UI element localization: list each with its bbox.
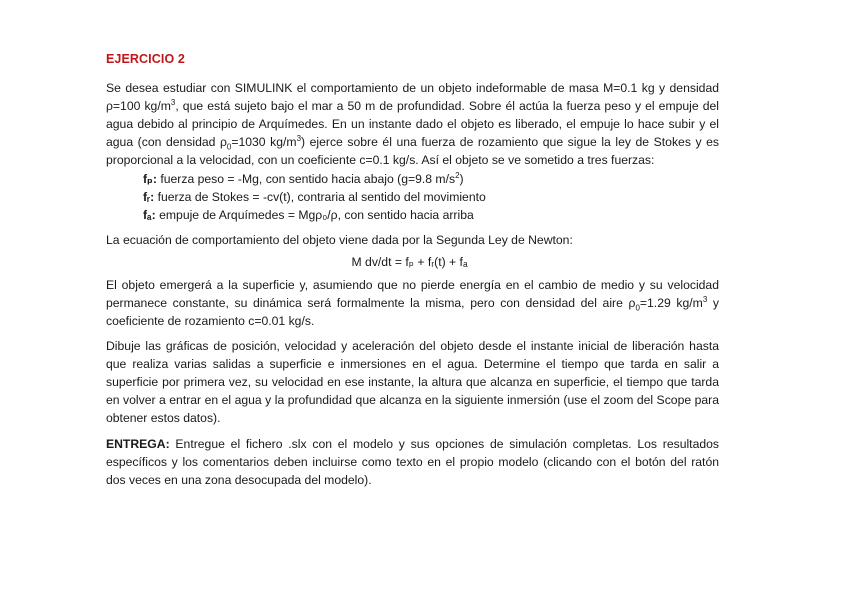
force-weight-text: fuerza peso = -Mg, con sentido hacia abajo (g=9.8 m/s bbox=[156, 172, 456, 186]
force-weight-sup: 2 bbox=[455, 170, 460, 180]
force-archimedes-tail: ₀/ρ, con sentido hacia arriba bbox=[322, 208, 474, 222]
intro-sup-1: 3 bbox=[170, 97, 176, 107]
forces-list bbox=[143, 170, 719, 224]
force-stokes-text: fuerza de Stokes = -cv(t), contraria al sentido del movimiento bbox=[154, 190, 486, 204]
surface-sub-1: 0 bbox=[635, 303, 640, 313]
intro-paragraph bbox=[106, 79, 719, 169]
surface-text-2: =1.29 kg/m bbox=[639, 296, 703, 310]
newton-equation: M dv/dt = fₚ + fᵣ(t) + fₐ bbox=[351, 255, 468, 269]
force-weight bbox=[143, 170, 719, 188]
exercise-title: EJERCICIO 2 bbox=[106, 52, 185, 66]
plot-instructions-paragraph: Dibuje las gráficas de posición, velocidad y aceleración del objeto desde el instante inicial de liberación hasta que realiza varias salidas a superficie e inmersiones en el agua. Determine el tiempo que tarda en salir a superficie por primera vez, su velocidad en ese instante, la altura que alcanza en superficie, el tiempo que tarda en volver a entrar en el agua y la profundidad que alcanza en la siguiente inmersión (use el zoom del Scope para obtener estos datos). bbox=[106, 339, 719, 425]
surface-text-3: y coeficiente de rozamiento c=0.01 kg/s. bbox=[106, 296, 720, 328]
delivery-label: ENTREGA: bbox=[106, 437, 170, 451]
intro-sub-1: 0 bbox=[226, 142, 232, 152]
surface-paragraph bbox=[106, 276, 719, 330]
intro-text-3: =1030 kg/m bbox=[231, 135, 297, 149]
force-archimedes-label: fₐ: bbox=[143, 208, 156, 222]
surface-sup-1: 3 bbox=[702, 294, 708, 304]
force-weight-label: fₚ: bbox=[143, 172, 157, 186]
document-page bbox=[106, 50, 719, 489]
intro-sup-2: 3 bbox=[296, 133, 302, 143]
delivery-text: Entregue el fichero .slx con el modelo y sus opciones de simulación completas. Los resultados específicos y los comentarios deben incluirse como texto en el propio modelo (clicando con el botón del ratón dos veces en una zona desocupada del modelo). bbox=[106, 437, 719, 487]
force-archimedes bbox=[143, 206, 719, 224]
intro-text-1: Se desea estudiar con SIMULINK el comportamiento de un objeto indeformable de masa M=0.1 kg y densidad ρ=100 kg/m bbox=[106, 81, 719, 113]
force-stokes-label: fᵣ: bbox=[143, 190, 155, 204]
force-weight-tail: ) bbox=[459, 172, 464, 186]
force-stokes bbox=[143, 188, 719, 206]
delivery-paragraph bbox=[106, 435, 719, 489]
intro-text-2: , que está sujeto bajo el mar a 50 m de profundidad. Sobre él actúa la fuerza peso y el empuje del agua debido al principio de Arquímedes. En un instante dado el objeto es liberado, el empuje lo hace subir y el agua (con densidad ρ bbox=[106, 99, 719, 149]
surface-text-1: El objeto emergerá a la superficie y, asumiendo que no pierde energía en el cambio de medio y su velocidad permanece constante, su dinámica será formalmente la misma, pero con densidad del aire ρ bbox=[106, 278, 719, 310]
equation-intro: La ecuación de comportamiento del objeto viene dada por la Segunda Ley de Newton: bbox=[106, 233, 573, 247]
force-archimedes-text: empuje de Arquímedes = Mgρ bbox=[155, 208, 323, 222]
intro-text-4: ) ejerce sobre él una fuerza de rozamiento que sigue la ley de Stokes y es proporcional a la velocidad, con un coeficiente c=0.1 kg/s. Así el objeto se ve sometido a tres fuerzas: bbox=[106, 135, 719, 167]
